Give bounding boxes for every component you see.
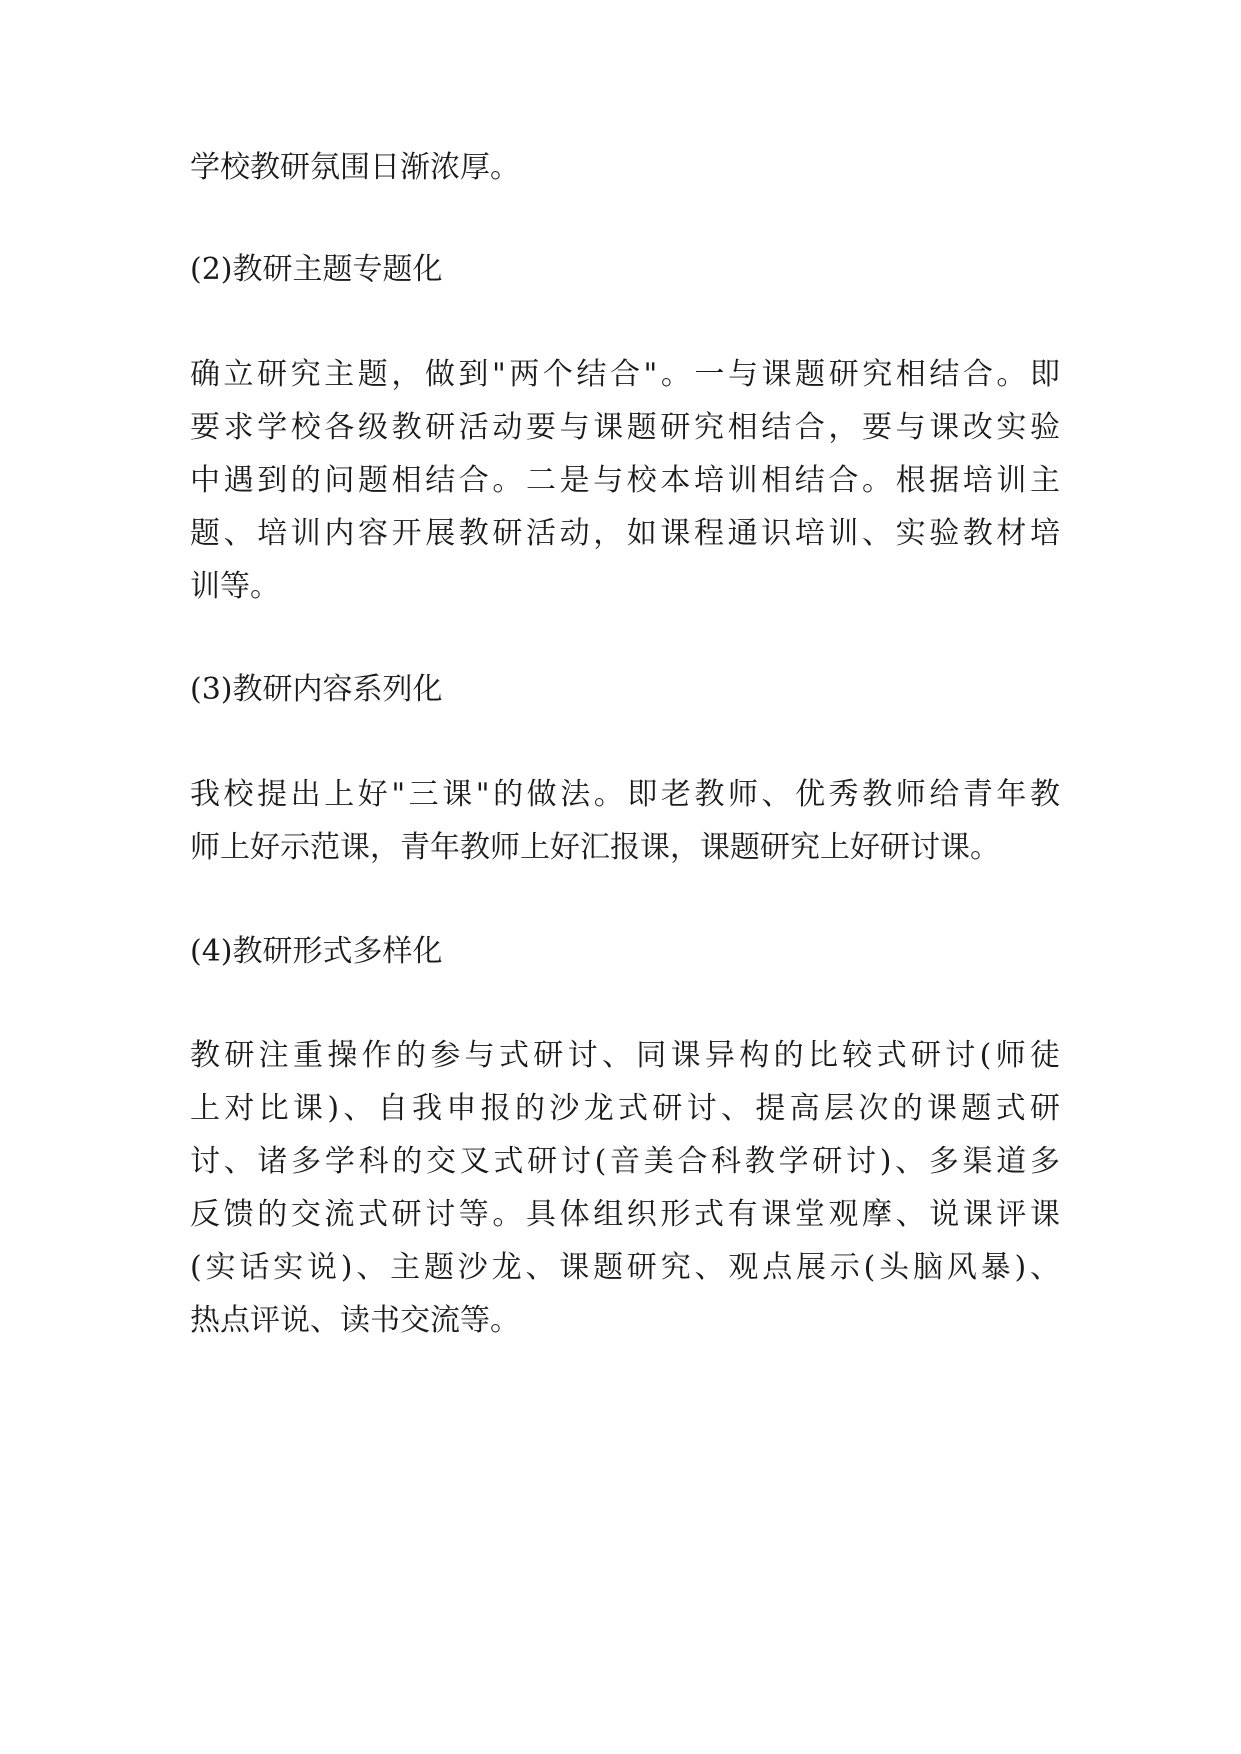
paragraph-line: 教研注重操作的参与式研讨、同课异构的比较式研讨(师徒 [190,1038,1060,1073]
paragraph-line: 我校提出上好"三课"的做法。即老教师、优秀教师给青年教 [190,777,1060,812]
section-heading-2: (2)教研主题专题化 [190,252,443,287]
paragraph-line: 反馈的交流式研讨等。具体组织形式有课堂观摩、说课评课 [190,1197,1060,1232]
paragraph-line: 题、培训内容开展教研活动，如课程通识培训、实验教材培 [190,516,1060,551]
paragraph-line: 确立研究主题，做到"两个结合"。一与课题研究相结合。即 [190,357,1060,392]
paragraph-line: 训等。 [190,569,280,604]
section-heading-3: (3)教研内容系列化 [190,672,443,707]
paragraph-line: 要求学校各级教研活动要与课题研究相结合，要与课改实验 [190,410,1060,445]
paragraph-line: 师上好示范课，青年教师上好汇报课，课题研究上好研讨课。 [190,830,1000,865]
section-heading-4: (4)教研形式多样化 [190,934,443,969]
paragraph-line: (实话实说)、主题沙龙、课题研究、观点展示(头脑风暴)、 [190,1250,1060,1285]
paragraph-line: 热点评说、读书交流等。 [190,1303,520,1338]
paragraph-line: 中遇到的问题相结合。二是与校本培训相结合。根据培训主 [190,463,1060,498]
intro-line: 学校教研氛围日渐浓厚。 [190,150,520,185]
paragraph-line: 讨、诸多学科的交叉式研讨(音美合科教学研讨)、多渠道多 [190,1144,1060,1179]
paragraph-line: 上对比课)、自我申报的沙龙式研讨、提高层次的课题式研 [190,1091,1060,1126]
